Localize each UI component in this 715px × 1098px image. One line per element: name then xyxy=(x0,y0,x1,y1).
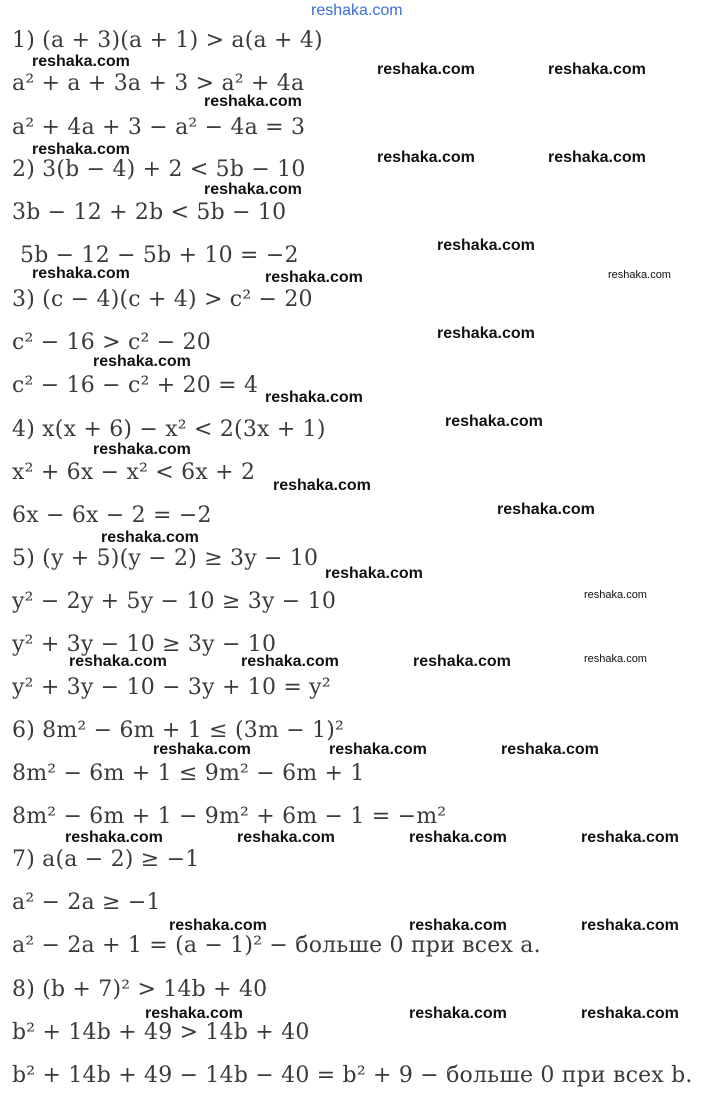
solution-line-10: 4) x(x + 6) − x² < 2(3x + 1) xyxy=(12,417,326,442)
watermark: reshaka.com xyxy=(501,741,599,758)
solution-line-9: c² − 16 − c² + 20 = 4 xyxy=(12,373,259,398)
watermark: reshaka.com xyxy=(329,741,427,758)
watermark: reshaka.com xyxy=(69,653,167,670)
watermark: reshaka.com xyxy=(413,653,511,670)
solution-line-23: 8) (b + 7)² > 14b + 40 xyxy=(12,977,268,1002)
watermark: reshaka.com xyxy=(101,529,199,546)
watermark: reshaka.com xyxy=(584,589,647,601)
solution-line-8: c² − 16 > c² − 20 xyxy=(12,330,211,355)
solution-line-24: b² + 14b + 49 > 14b + 40 xyxy=(12,1020,310,1045)
solution-line-1: 1) (a + 3)(a + 1) > a(a + 4) xyxy=(12,28,323,53)
watermark: reshaka.com xyxy=(581,917,679,934)
watermark: reshaka.com xyxy=(608,269,671,281)
watermark: reshaka.com xyxy=(437,325,535,342)
header-watermark: reshaka.com xyxy=(311,2,403,19)
watermark: reshaka.com xyxy=(437,237,535,254)
solution-line-16: y² + 3y − 10 − 3y + 10 = y² xyxy=(12,675,331,700)
solution-line-3: a² + 4a + 3 − a² − 4a = 3 xyxy=(12,115,306,140)
solution-line-11: x² + 6x − x² < 6x + 2 xyxy=(12,460,256,485)
watermark: reshaka.com xyxy=(204,93,302,110)
watermark: reshaka.com xyxy=(65,829,163,846)
watermark: reshaka.com xyxy=(581,829,679,846)
watermark: reshaka.com xyxy=(584,653,647,665)
solution-line-21: a² − 2a ≥ −1 xyxy=(12,890,161,915)
watermark: reshaka.com xyxy=(377,149,475,166)
solution-line-20: 7) a(a − 2) ≥ −1 xyxy=(12,847,200,872)
watermark: reshaka.com xyxy=(32,141,130,158)
watermark: reshaka.com xyxy=(32,53,130,70)
watermark: reshaka.com xyxy=(241,653,339,670)
solution-line-5: 3b − 12 + 2b < 5b − 10 xyxy=(12,200,287,225)
solution-line-12: 6x − 6x − 2 = −2 xyxy=(12,503,212,528)
watermark: reshaka.com xyxy=(32,265,130,282)
watermark: reshaka.com xyxy=(581,1005,679,1022)
solution-line-2: a² + a + 3a + 3 > a² + 4a xyxy=(12,71,305,96)
watermark: reshaka.com xyxy=(93,353,191,370)
solution-line-19: 8m² − 6m + 1 − 9m² + 6m − 1 = −m² xyxy=(12,804,447,829)
watermark: reshaka.com xyxy=(445,413,543,430)
solution-line-7: 3) (c − 4)(c + 4) > c² − 20 xyxy=(12,287,313,312)
watermark: reshaka.com xyxy=(265,269,363,286)
watermark: reshaka.com xyxy=(325,565,423,582)
solution-line-6: 5b − 12 − 5b + 10 = −2 xyxy=(20,243,299,268)
watermark: reshaka.com xyxy=(204,181,302,198)
watermark: reshaka.com xyxy=(377,61,475,78)
solution-line-4: 2) 3(b − 4) + 2 < 5b − 10 xyxy=(12,157,306,182)
watermark: reshaka.com xyxy=(237,829,335,846)
solution-line-17: 6) 8m² − 6m + 1 ≤ (3m − 1)² xyxy=(12,718,345,743)
watermark: reshaka.com xyxy=(153,741,251,758)
solution-line-15: y² + 3y − 10 ≥ 3y − 10 xyxy=(12,632,277,657)
watermark: reshaka.com xyxy=(145,1005,243,1022)
watermark: reshaka.com xyxy=(93,441,191,458)
solution-line-18: 8m² − 6m + 1 ≤ 9m² − 6m + 1 xyxy=(12,761,365,786)
solution-line-22: a² − 2a + 1 = (a − 1)² − больше 0 при всех a. xyxy=(12,933,541,958)
solution-line-13: 5) (y + 5)(y − 2) ≥ 3y − 10 xyxy=(12,546,319,571)
watermark: reshaka.com xyxy=(548,149,646,166)
watermark: reshaka.com xyxy=(548,61,646,78)
solution-line-14: y² − 2y + 5y − 10 ≥ 3y − 10 xyxy=(12,589,337,614)
watermark: reshaka.com xyxy=(169,917,267,934)
watermark: reshaka.com xyxy=(265,389,363,406)
watermark: reshaka.com xyxy=(409,1005,507,1022)
watermark: reshaka.com xyxy=(409,829,507,846)
watermark: reshaka.com xyxy=(409,917,507,934)
solution-line-25: b² + 14b + 49 − 14b − 40 = b² + 9 − больше 0 при всех b. xyxy=(12,1063,693,1088)
watermark: reshaka.com xyxy=(497,501,595,518)
watermark: reshaka.com xyxy=(273,477,371,494)
